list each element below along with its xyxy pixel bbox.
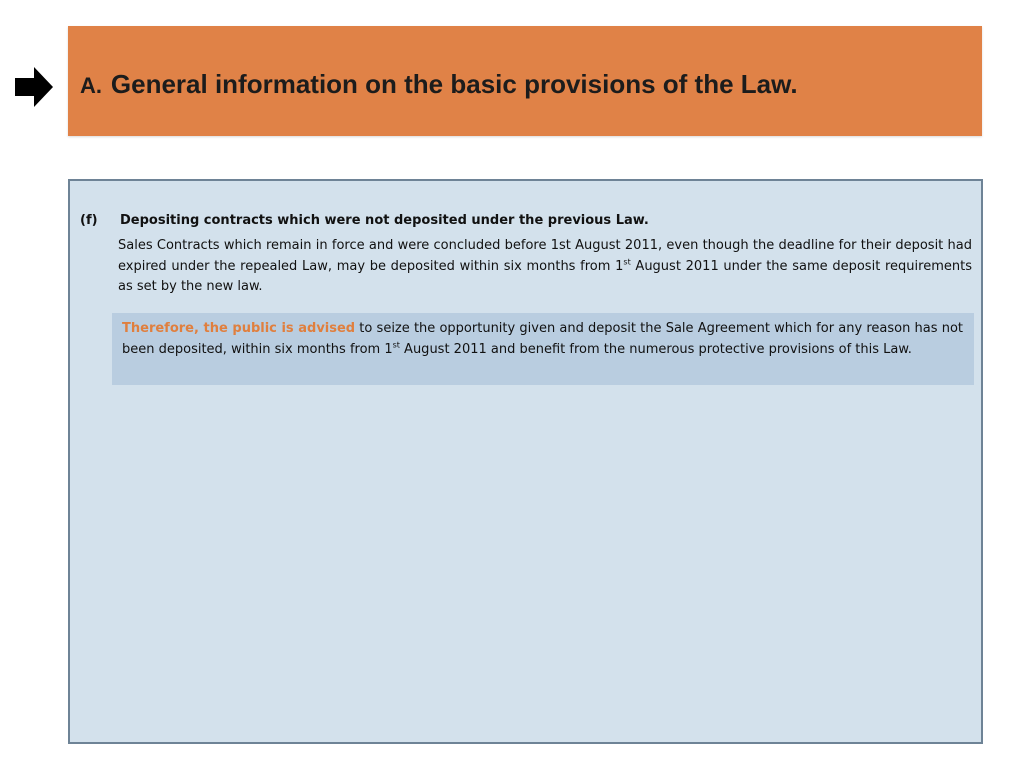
right-arrow-icon xyxy=(14,66,54,108)
section-body-part1: Sales Contracts which remain in force and were concluded before 1st August 2011, even though the deadline for their deposit had expired under the repealed Law, may be deposited within six months from 1 xyxy=(118,238,972,274)
section-body xyxy=(118,236,972,298)
section-heading xyxy=(80,213,649,228)
page-title xyxy=(80,64,798,101)
advisory-ordinal: st xyxy=(392,340,400,350)
advisory-box xyxy=(112,313,974,385)
advisory-text-part2: August 2011 and benefit from the numerous protective provisions of this Law. xyxy=(399,341,912,357)
advisory-text xyxy=(122,319,963,360)
advisory-text-part1: to seize the opportunity given and deposit the Sale Agreement which for any reason has not been deposited, within six months from 1 xyxy=(122,321,963,357)
advisory-highlight: Therefore, the public is advised xyxy=(122,321,356,336)
title-prefix: A. xyxy=(80,73,102,98)
section-body-ordinal: st xyxy=(623,257,631,267)
section-heading-text: Depositing contracts which were not deposited under the previous Law. xyxy=(120,213,649,228)
content-panel xyxy=(68,179,983,744)
section-body-part2: August 2011 under the same deposit requirements as set by the new law. xyxy=(118,258,972,294)
section-marker: (f) xyxy=(80,213,98,228)
title-text: General information on the basic provisions of the Law. xyxy=(110,69,798,99)
header-banner xyxy=(68,26,982,136)
